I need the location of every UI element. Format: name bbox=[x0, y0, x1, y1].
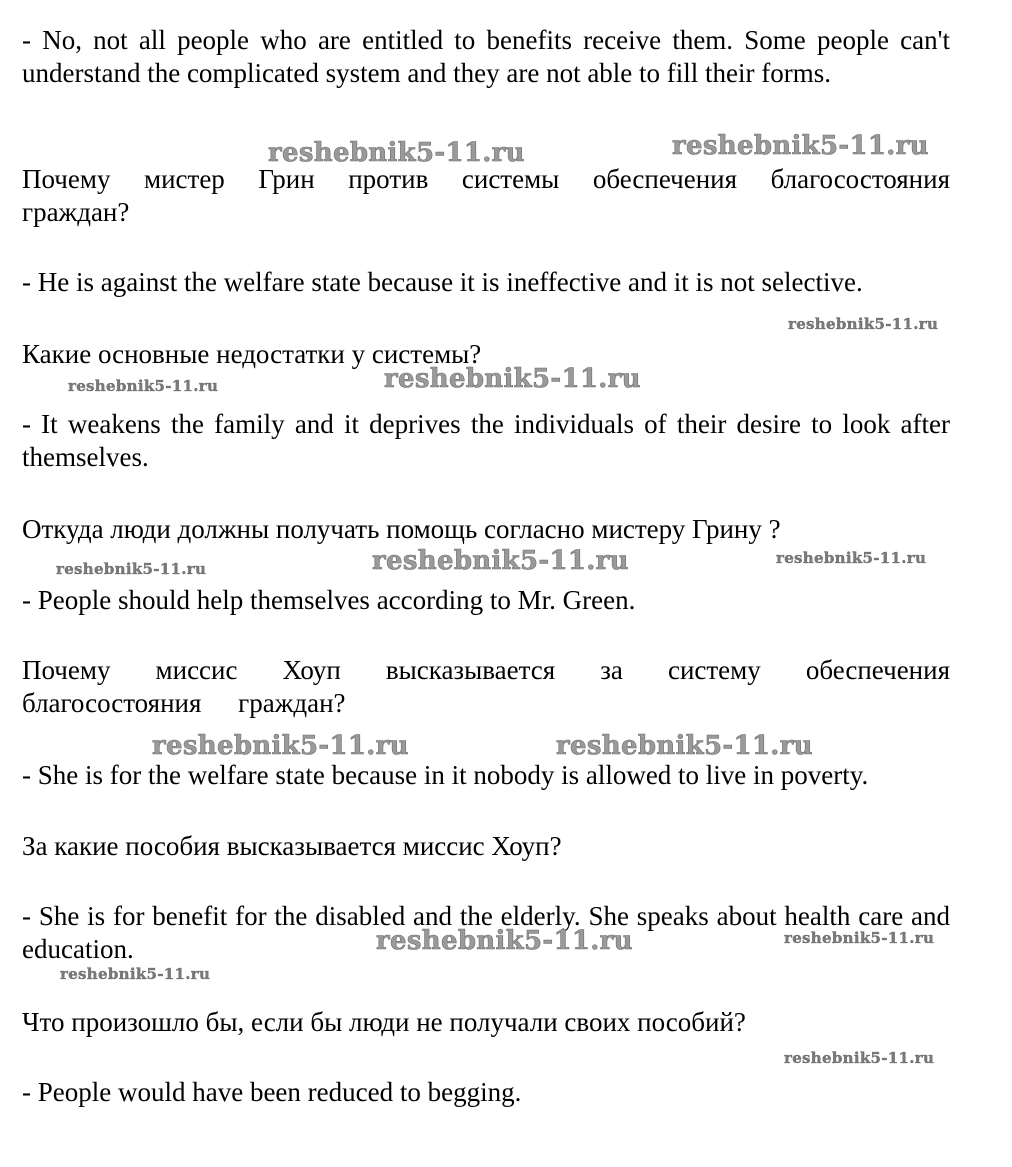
watermark: reshebnik5-11.ru bbox=[384, 364, 641, 394]
watermark: reshebnik5-11.ru bbox=[784, 929, 935, 947]
watermark: reshebnik5-11.ru bbox=[152, 731, 409, 761]
watermark: reshebnik5-11.ru bbox=[60, 965, 211, 983]
question-paragraph-5: За какие пособия высказывается миссис Хоуп? bbox=[22, 831, 562, 861]
answer-paragraph-2: - He is against the welfare state because it is ineffective and it is not selective. bbox=[22, 267, 863, 297]
watermark: reshebnik5-11.ru bbox=[776, 549, 927, 567]
answer-paragraph-1: - No, not all people who are entitled to benefits receive them. Some people can't understand the complicated system and they are not able to fill their forms. bbox=[22, 25, 950, 88]
watermark: reshebnik5-11.ru bbox=[556, 731, 813, 761]
watermark: reshebnik5-11.ru bbox=[784, 1049, 935, 1067]
watermark: reshebnik5-11.ru bbox=[56, 560, 207, 578]
answer-paragraph-7: - People would have been reduced to begging. bbox=[22, 1077, 522, 1107]
question-paragraph-6: Что произошло бы, если бы люди не получали своих пособий? bbox=[22, 1007, 746, 1037]
watermark: reshebnik5-11.ru bbox=[268, 138, 525, 168]
watermark: reshebnik5-11.ru bbox=[788, 315, 939, 333]
watermark: reshebnik5-11.ru bbox=[376, 926, 633, 956]
watermark: reshebnik5-11.ru bbox=[372, 546, 629, 576]
watermark: reshebnik5-11.ru bbox=[68, 377, 219, 395]
question-paragraph-4: Почему миссис Хоуп высказывается за систему обеспечения благосостояния граждан? bbox=[22, 655, 950, 718]
answer-paragraph-3: - It weakens the family and it deprives the individuals of their desire to look after themselves. bbox=[22, 409, 950, 472]
watermark: reshebnik5-11.ru bbox=[672, 131, 929, 161]
question-paragraph-2: Какие основные недостатки у системы? bbox=[22, 339, 482, 369]
answer-paragraph-5: - She is for the welfare state because in it nobody is allowed to live in poverty. bbox=[22, 760, 869, 790]
question-paragraph-3: Откуда люди должны получать помощь согласно мистеру Грину ? bbox=[22, 514, 781, 544]
answer-paragraph-4: - People should help themselves according to Mr. Green. bbox=[22, 585, 636, 615]
question-paragraph-1: Почему мистер Грин против системы обеспечения благосостояния граждан? bbox=[22, 164, 950, 227]
answer-paragraph-6: - She is for benefit for the disabled and the elderly. She speaks about health care and education. bbox=[22, 901, 950, 964]
